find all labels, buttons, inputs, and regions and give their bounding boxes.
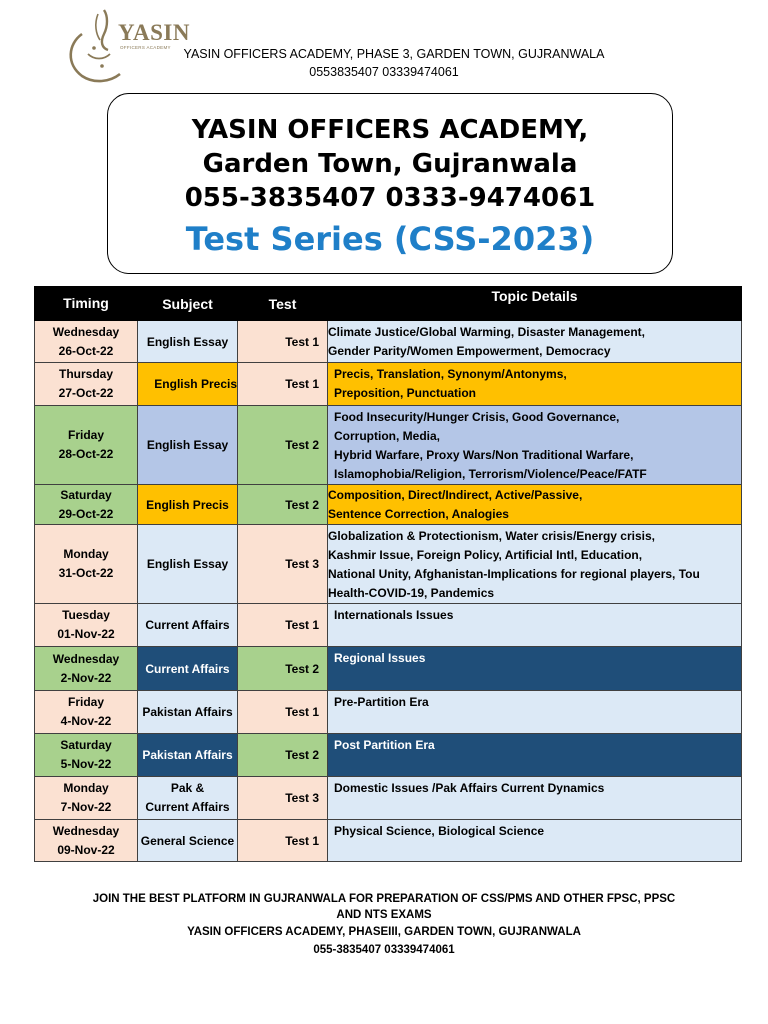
topic-cell [328, 820, 742, 862]
test-cell: Test 1 [238, 363, 328, 406]
test-cell: Test 1 [238, 691, 328, 734]
day-label: Thursday [58, 367, 113, 381]
date-label: 28-Oct-22 [58, 447, 114, 461]
test-cell: Test 1 [238, 604, 328, 647]
topic-line: Regional Issues [334, 651, 426, 665]
subject-line: Current Affairs [145, 800, 230, 814]
day-label: Wednesday [52, 823, 120, 838]
test-cell: Test 2 [238, 734, 328, 777]
subject-cell: English Precis [138, 485, 238, 525]
topic-line: Globalization & Protectionism, Water crisis/Energy crisis, [328, 529, 655, 543]
topic-cell [328, 777, 742, 820]
footer-tagline: JOIN THE BEST PLATFORM IN GUJRANWALA FOR PREPARATION OF CSS/PMS AND OTHER FPSC, PPSC [92, 893, 676, 905]
test-cell: Test 1 [238, 820, 328, 862]
topic-line: Precis, Translation, Synonym/Antonyms, [334, 367, 567, 381]
subject-cell: Pakistan Affairs [138, 734, 238, 777]
topic-line: Health-COVID-19, Pandemics [328, 586, 495, 600]
footer-tagline-cont: AND NTS EXAMS [336, 909, 432, 921]
topic-line: Composition, Direct/Indirect, Active/Passive, [328, 487, 583, 502]
day-label: Friday [67, 428, 104, 442]
timing-cell [35, 485, 138, 525]
date-label: 27-Oct-22 [58, 386, 114, 400]
subject-cell: General Science [138, 820, 238, 862]
table-row [35, 647, 742, 691]
date-label: 09-Nov-22 [57, 842, 115, 857]
col-header-timing: Timing [35, 287, 138, 321]
subject-line: Pak & [170, 781, 205, 795]
topic-line: Islamophobia/Religion, Terrorism/Violence/Peace/FATF [334, 467, 647, 481]
test-cell: Test 2 [238, 406, 328, 485]
title-test-series: Test Series (CSS-2023) [185, 220, 595, 258]
col-header-test: Test [238, 287, 328, 321]
header-phones: 0553835407 03339474061 [309, 65, 459, 79]
subject-cell: English Essay [138, 525, 238, 604]
table-header-row [35, 287, 742, 321]
date-label: 7-Nov-22 [60, 800, 112, 814]
subject-cell: Current Affairs [138, 604, 238, 647]
topic-cell [328, 525, 742, 604]
topic-cell [328, 604, 742, 647]
topic-line: Preposition, Punctuation [334, 386, 477, 400]
topic-line: Pre-Partition Era [334, 695, 429, 709]
test-cell: Test 3 [238, 525, 328, 604]
date-label: 29-Oct-22 [58, 506, 114, 521]
timing-cell [35, 604, 138, 647]
col-header-subject: Subject [138, 287, 238, 321]
timing-cell [35, 647, 138, 691]
timing-cell [35, 363, 138, 406]
topic-line: Corruption, Media, [334, 429, 440, 443]
table-row [35, 406, 742, 485]
title-academy: YASIN OFFICERS ACADEMY, [191, 115, 589, 145]
table-row [35, 485, 742, 525]
date-label: 5-Nov-22 [60, 757, 112, 771]
test-cell: Test 1 [238, 321, 328, 363]
topic-line: Gender Parity/Women Empowerment, Democracy [328, 344, 611, 358]
test-cell: Test 2 [238, 485, 328, 525]
date-label: 2-Nov-22 [60, 670, 112, 685]
subject-cell: Pakistan Affairs [138, 691, 238, 734]
table-row [35, 777, 742, 820]
table-row [35, 820, 742, 862]
timing-cell [35, 525, 138, 604]
topic-line: Food Insecurity/Hunger Crisis, Good Governance, [334, 410, 620, 424]
table-row [35, 363, 742, 406]
table-row [35, 734, 742, 777]
timing-cell [35, 734, 138, 777]
test-cell: Test 3 [238, 777, 328, 820]
timing-cell [35, 321, 138, 363]
topic-line: Climate Justice/Global Warming, Disaster Management, [328, 325, 645, 339]
topic-cell [328, 406, 742, 485]
title-phones: 055-3835407 0333-9474061 [184, 183, 596, 213]
topic-cell [328, 485, 742, 525]
topic-cell [328, 363, 742, 406]
topic-cell [328, 321, 742, 363]
timing-cell [35, 406, 138, 485]
topic-cell [328, 647, 742, 691]
logo-wordmark: YASIN [118, 20, 190, 45]
date-label: 01-Nov-22 [57, 627, 115, 641]
day-label: Monday [63, 547, 109, 561]
timing-cell [35, 691, 138, 734]
subject-cell [138, 777, 238, 820]
test-cell: Test 2 [238, 647, 328, 691]
col-header-topic-details: Topic Details [328, 287, 742, 321]
title-location: Garden Town, Gujranwala [202, 149, 578, 179]
day-label: Saturday [60, 487, 112, 502]
date-label: 26-Oct-22 [58, 343, 114, 358]
footer-address: YASIN OFFICERS ACADEMY, PHASEIII, GARDEN TOWN, GUJRANWALA [187, 926, 581, 938]
day-label: Monday [63, 781, 109, 795]
table-row [35, 691, 742, 734]
day-label: Friday [67, 695, 104, 709]
table-row [35, 321, 742, 363]
date-label: 4-Nov-22 [60, 714, 112, 728]
header-address: YASIN OFFICERS ACADEMY, PHASE 3, GARDEN TOWN, GUJRANWALA [183, 47, 605, 61]
topic-line: National Unity, Afghanistan-Implications for regional players, Tou [328, 567, 700, 581]
day-label: Saturday [60, 738, 112, 752]
day-label: Wednesday [52, 324, 120, 339]
topic-line: Kashmir Issue, Foreign Policy, Artificial Intl, Education, [328, 548, 643, 562]
logo-subtitle: OFFICERS ACADEMY [120, 45, 171, 50]
day-label: Wednesday [52, 651, 120, 666]
table-row [35, 525, 742, 604]
schedule-table [34, 286, 742, 862]
footer-phones: 055-3835407 03339474061 [313, 944, 455, 956]
topic-line: Hybrid Warfare, Proxy Wars/Non Traditional Warfare, [334, 448, 634, 462]
topic-line: Physical Science, Biological Science [334, 824, 545, 838]
topic-cell [328, 691, 742, 734]
subject-cell: English Essay [138, 406, 238, 485]
timing-cell [35, 777, 138, 820]
title-box [107, 93, 673, 274]
date-label: 31-Oct-22 [58, 566, 114, 580]
topic-line: Sentence Correction, Analogies [328, 506, 509, 521]
subject-cell: English Precis [138, 363, 238, 406]
topic-cell [328, 734, 742, 777]
timing-cell [35, 820, 138, 862]
topic-line: Domestic Issues /Pak Affairs Current Dynamics [334, 781, 605, 795]
subject-cell: Current Affairs [138, 647, 238, 691]
day-label: Tuesday [62, 608, 110, 622]
table-row [35, 604, 742, 647]
subject-cell: English Essay [138, 321, 238, 363]
topic-line: Internationals Issues [334, 608, 454, 622]
topic-line: Post Partition Era [334, 738, 435, 752]
